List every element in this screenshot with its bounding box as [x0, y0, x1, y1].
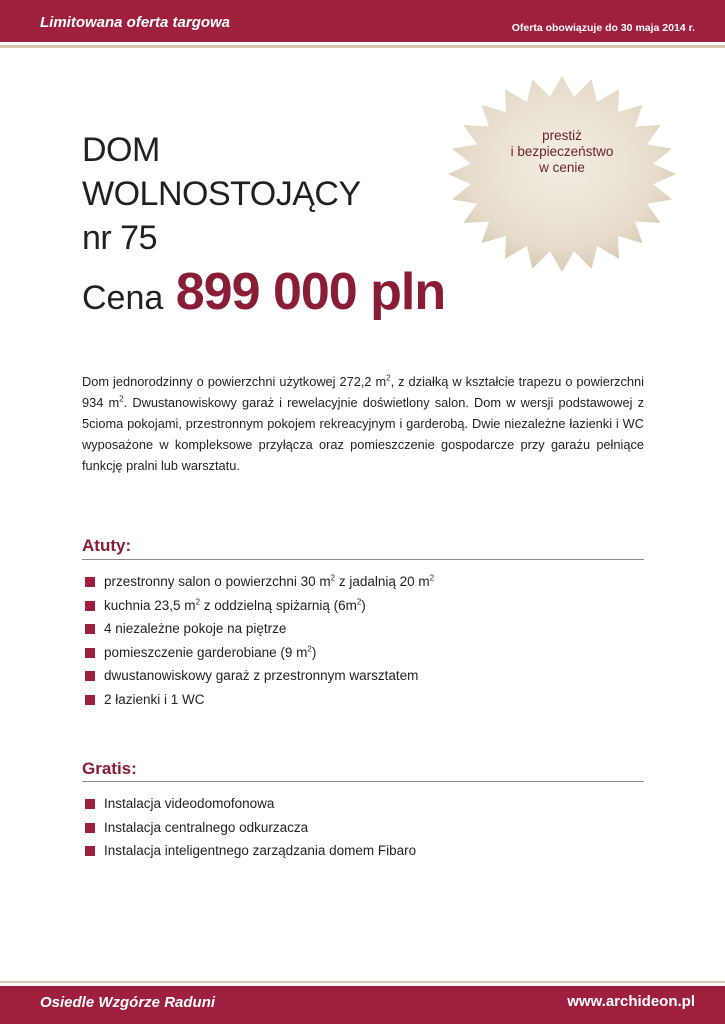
bullet-icon	[85, 846, 95, 856]
list-item: dwustanowiskowy garaż z przestronnym warsztatem	[82, 664, 434, 688]
bullet-icon	[85, 648, 95, 658]
gratis-heading: Gratis:	[82, 759, 137, 778]
header-validity-note: Oferta obowiązuje do 30 maja 2014 r.	[511, 22, 695, 34]
bullet-icon	[85, 624, 95, 634]
badge-line-2: i bezpieczeństwo	[510, 144, 614, 159]
title-line-1: DOM	[82, 131, 160, 169]
list-item: 4 niezależne pokoje na piętrze	[82, 617, 434, 641]
header-offer-label: Limitowana oferta targowa	[40, 14, 231, 31]
list-item: Instalacja videodomofonowa	[82, 792, 416, 816]
bullet-icon	[85, 671, 95, 681]
bullet-icon	[85, 823, 95, 833]
list-item: kuchnia 23,5 $m^2$ z oddzielną spiżarnią $(6m^2)$	[82, 594, 434, 618]
list-item: 2 łazienki i 1 WC	[82, 688, 434, 712]
description: Dom jednorodzinny o powierzchni użytkowej 272,2 $m^2$, z działką w kształcie trapezu o powierzchni 934 $m^2$. Dwustanowiskowy garaż i rewelacyjnie doświetlony salon. Dom w wersji podstawowej z 5cioma pokojami, przestronnym pokojem rekreacyjnym i garderobą. Dwie niezależne łazienki i WC wyposażone w kompleksowe przyłącza oraz pomieszczenie gospodarcze przy garażu pełniące funkcję pralni lub warsztatu.	[82, 373, 644, 473]
badge-line-3: w cenie	[539, 160, 585, 175]
list-item: Instalacja centralnego odkurzacza	[82, 816, 416, 840]
list-item: Instalacja inteligentnego zarządzania domem Fibaro	[82, 839, 416, 863]
list-item: przestronny salon o powierzchni 30 $m^2$ z jadalnią 20 $m^2$	[82, 570, 434, 594]
list-item: pomieszczenie garderobiane (9 $m^2$)	[82, 641, 434, 665]
price-label: Cena	[82, 279, 164, 317]
price-row	[82, 262, 445, 322]
footer-estate-name: Osiedle Wzgórze Raduni	[40, 994, 216, 1011]
bullet-icon	[85, 799, 95, 809]
atuty-heading: Atuty:	[82, 536, 132, 555]
title-line-2: WOLNOSTOJĄCY	[82, 175, 361, 213]
starburst-badge	[446, 74, 678, 274]
footer-band	[0, 986, 725, 1024]
header-divider	[0, 45, 725, 48]
atuty-list	[82, 570, 434, 711]
bullet-icon	[85, 601, 95, 611]
price-value: 899 000 pln	[175, 263, 446, 321]
bullet-icon	[85, 695, 95, 705]
gratis-divider	[82, 781, 644, 782]
atuty-divider	[82, 559, 644, 560]
footer-divider	[0, 981, 725, 983]
badge-line-1: prestiż	[542, 128, 582, 143]
page-title	[82, 128, 361, 260]
title-line-3: nr 75	[82, 219, 157, 257]
badge-text	[446, 128, 678, 176]
footer-website-link[interactable]: www.archideon.pl	[567, 993, 695, 1010]
gratis-list	[82, 792, 416, 863]
header-band	[0, 0, 725, 42]
bullet-icon	[85, 577, 95, 587]
